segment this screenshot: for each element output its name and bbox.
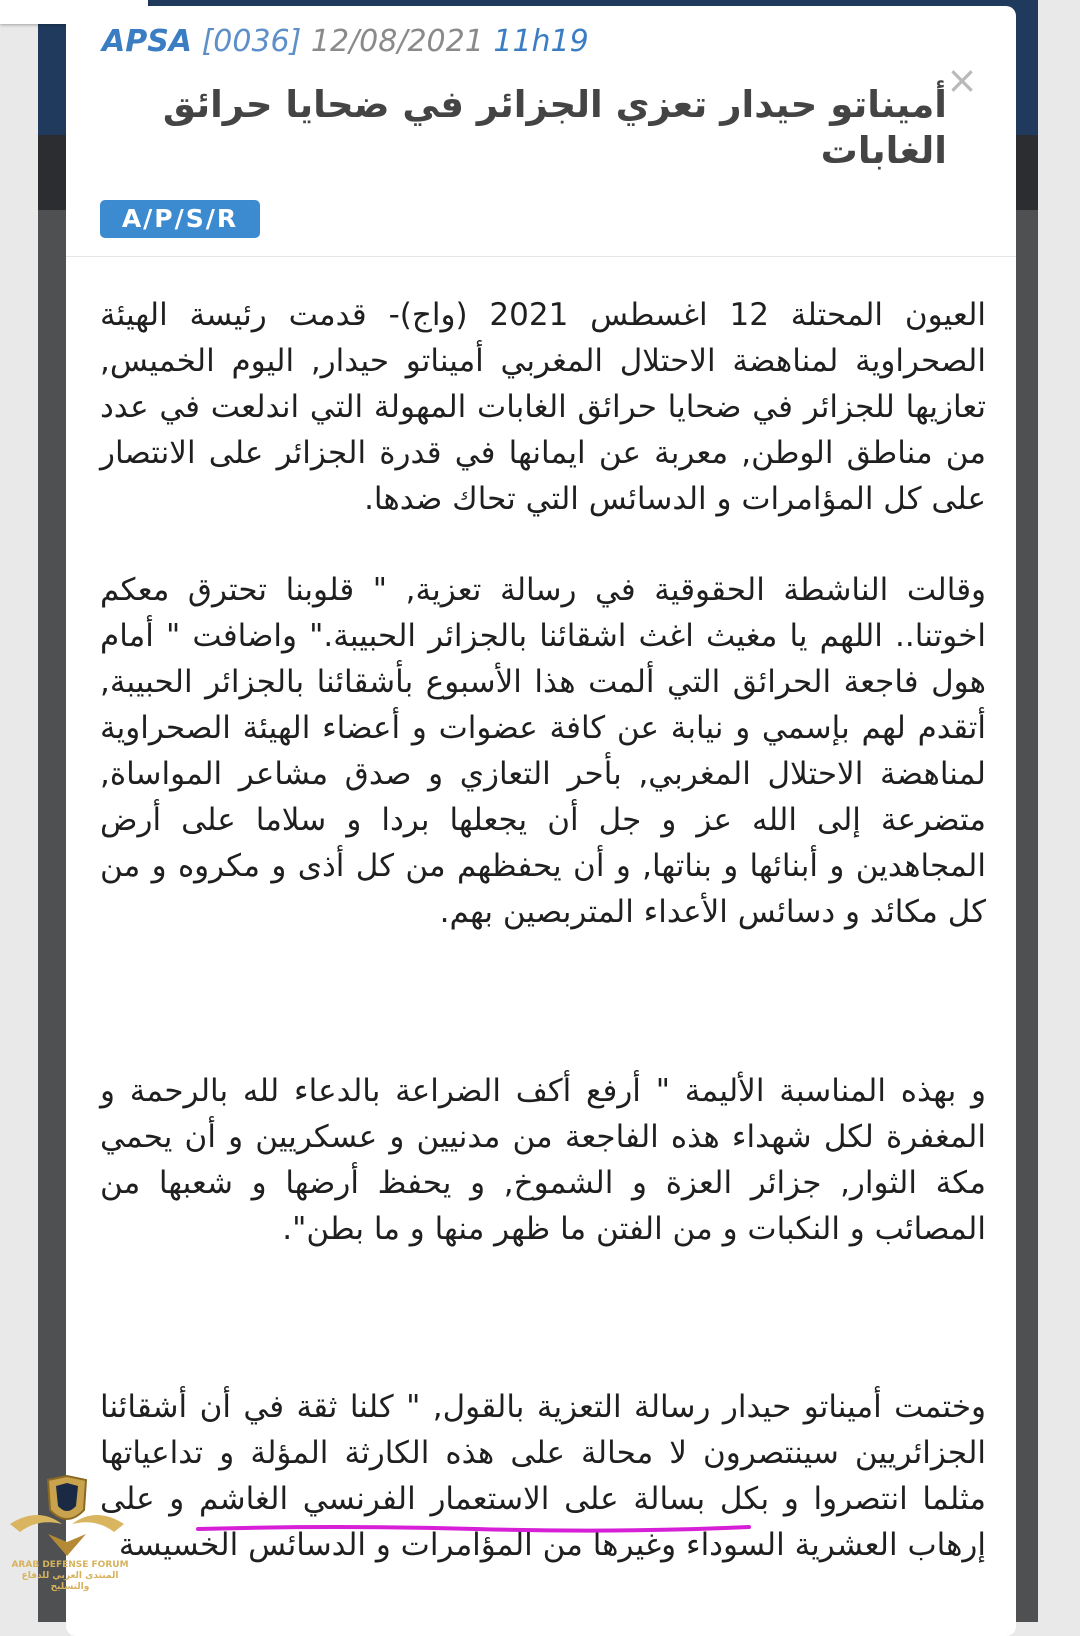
- article-code: [0036]: [201, 24, 302, 59]
- header-divider: [66, 256, 1016, 257]
- article-header: [66, 6, 1016, 258]
- watermark-name: ARAB DEFENSE FORUM: [11, 1560, 129, 1570]
- article-paragraph-3: و بهذه المناسبة الأليمة " أرفع أكف الضراعة بالدعاء لله بالرحمة و المغفرة لكل شهداء هذه الفاجعة من مدنيين و عسكريين و أن يحمي مكة الثوار, جزائر العزة و الشموخ, و يحفظ أرضها و شعبها من المصائب و النكبات و من الفتن ما ظهر منها و ما بطن".: [100, 1073, 986, 1247]
- article-paragraph-2: وقالت الناشطة الحقوقية في رسالة تعزية, " قلوبنا تحترق معكم اخوتنا.. اللهم يا مغيث اغث اشقائنا بالجزائر الحبيبة." واضافت " أمام هول فاجعة الحرائق التي ألمت هذا الأسبوع بأشقائنا بالجزائر الحبيبة, أتقدم لهم بإسمي و نيابة عن كافة عضوات و أعضاء الهيئة الصحراوية لمناهضة الاحتلال المغربي, بأحر التعازي و صدق مشاعر المواساة, متضرعة إلى الله عز و جل أن يجعلها بردا و سلاما على أرض المجاهدين و أبنائها و بناتها, و أن يحفظهم من كل أذى و مكروه و من كل مكائد و دسائس الأعداء المتربصين بهم.: [100, 572, 986, 930]
- article-time: 11h19: [493, 24, 589, 59]
- category-badge[interactable]: A/P/S/R: [100, 200, 260, 238]
- article-title: أميناتو حيدار تعزي الجزائر في ضحايا حرائق الغابات: [162, 83, 947, 172]
- agency-name: APSA: [102, 24, 193, 59]
- article-meta: [102, 24, 589, 59]
- close-icon[interactable]: ×: [946, 58, 978, 102]
- news-article-modal: [66, 6, 1016, 1636]
- forum-watermark: [10, 1560, 130, 1593]
- article-paragraph-4: وختمت أميناتو حيدار رسالة التعزية بالقول, " كلنا ثقة في أن أشقائنا الجزائريين سينتصرون لا محالة على هذه الكارثة المؤلة و تداعياتها مثلما انتصروا و بكل بسالة على الاستعمار الفرنسي الغاشم و على إرهاب العشرية السوداء وغيرها من المؤامرات و الدسائس الخسيسة: [100, 1389, 986, 1563]
- article-paragraph-1: العيون المحتلة 12 اغسطس 2021 (واج)- قدمت رئيسة الهيئة الصحراوية لمناهضة الاحتلال المغربي أميناتو حيدار, اليوم الخميس, تعازيها للجزائر في ضحايا حرائق الغابات المهولة التي اندلعت في عدد من مناطق الوطن, معربة عن ايمانها في قدرة الجزائر على الانتصار على كل المؤامرات و الدسائس التي تحاك ضدها.: [100, 297, 986, 517]
- forum-logo-icon: [8, 1472, 126, 1572]
- watermark-arabic: المنتدى العربي للدفاع والتسليح: [21, 1571, 119, 1592]
- article-date: 12/08/2021: [310, 24, 484, 59]
